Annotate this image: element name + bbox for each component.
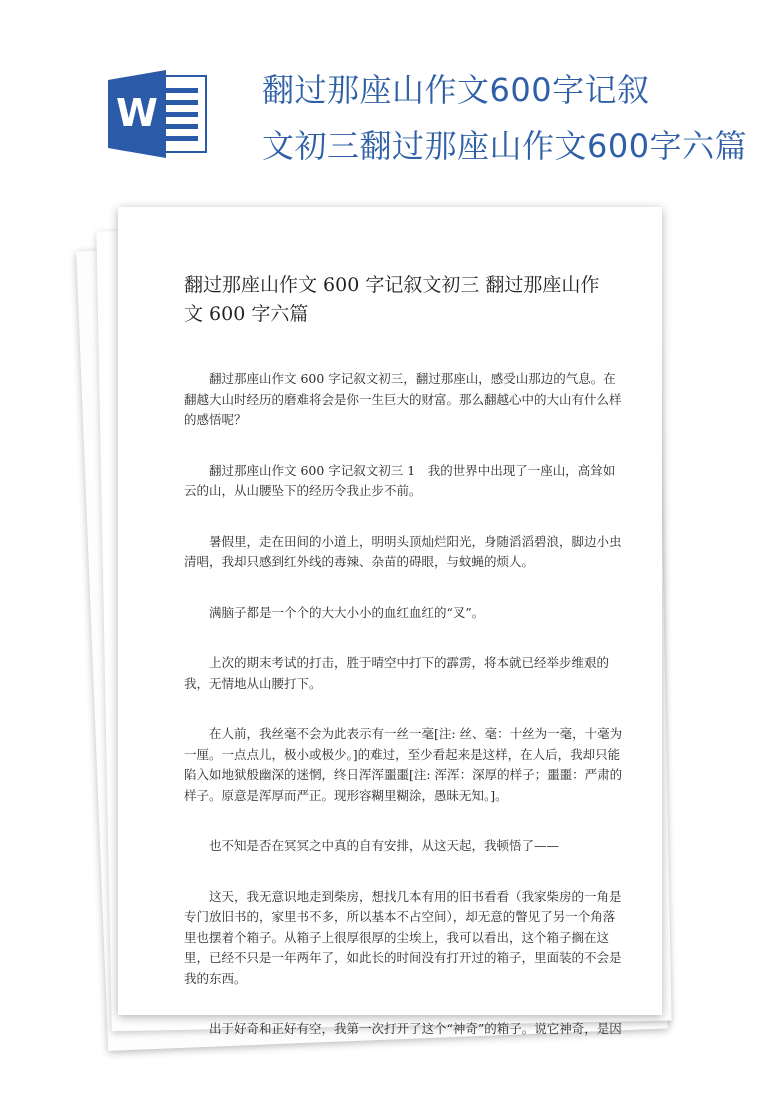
document-title	[184, 271, 624, 329]
paragraph: 上次的期末考试的打击，胜于晴空中打下的霹雳，将本就已经举步维艰的我，无情地从山腰打下。	[184, 655, 610, 691]
paragraph: 翻过那座山作文 600 字记叙文初三，翻过那座山，感受山那边的气息。在翻越大山时经历的磨难将会是你一生巨大的财富。那么翻越心中的大山有什么样的感悟呢？	[184, 371, 622, 427]
word-icon	[108, 70, 210, 158]
paragraph: 在人前，我丝毫不会为此表示有一丝一毫[注: 丝、毫：十丝为一毫，十毫为一厘。一点点儿，极小或极少。]的难过，至少看起来是这样，在人后，我却只能陷入如地狱般幽深的迷惘，终日浑浑噩噩[注: 浑浑：深厚的样子；噩噩：严肃的样子。原意是浑厚而严正。现形容糊里糊涂，愚昧无知。]。	[184, 726, 623, 803]
paragraph: 也不知是否在冥冥之中真的自有安排，从这天起，我顿悟了——	[209, 838, 560, 853]
paragraph: 翻过那座山作文 600 字记叙文初三 1 我的世界中出现了一座山，高耸如云的山，从山腰坠下的经历令我止步不前。	[184, 462, 616, 498]
paragraph: 满脑子都是一个个的大大小小的血红血红的“叉”。	[209, 604, 485, 620]
page-title-line-2: 文初三翻过那座山作文600字六篇	[262, 127, 748, 165]
paragraph: 这天，我无意识地走到柴房，想找几本有用的旧书看看（我家柴房的一角是专门放旧书的，家里书不多，所以基本不占空间），却无意的瞥见了另一个角落里也摆着个箱子。从箱子上很厚很厚的尘埃上，我可以看出，这个箱子搁在这里，已经不只是一年两年了，如此长的时间没有打开过的箱子，里面装的不会是我的东西。	[184, 888, 622, 986]
svg-text:W: W	[116, 91, 158, 135]
document-title-line-1: 翻过那座山作文 600 字记叙文初三 翻过那座山作	[184, 274, 600, 296]
document-title-line-2: 文 600 字六篇	[184, 303, 309, 325]
paragraph: 出于好奇和正好有空，我第一次打开了这个“神奇”的箱子。说它神奇，是因	[209, 1021, 622, 1036]
document-page	[118, 207, 662, 1036]
paragraph: 暑假里，走在田间的小道上，明明头顶灿烂阳光，身随滔滔碧浪，脚边小虫清唱，我却只感到红外线的毒辣、杂苗的碍眼，与蚊蝇的烦人。	[184, 533, 622, 569]
page-title-line-1: 翻过那座山作文600字记叙	[262, 71, 650, 109]
document-body	[184, 369, 624, 1070]
page-title	[262, 62, 762, 174]
